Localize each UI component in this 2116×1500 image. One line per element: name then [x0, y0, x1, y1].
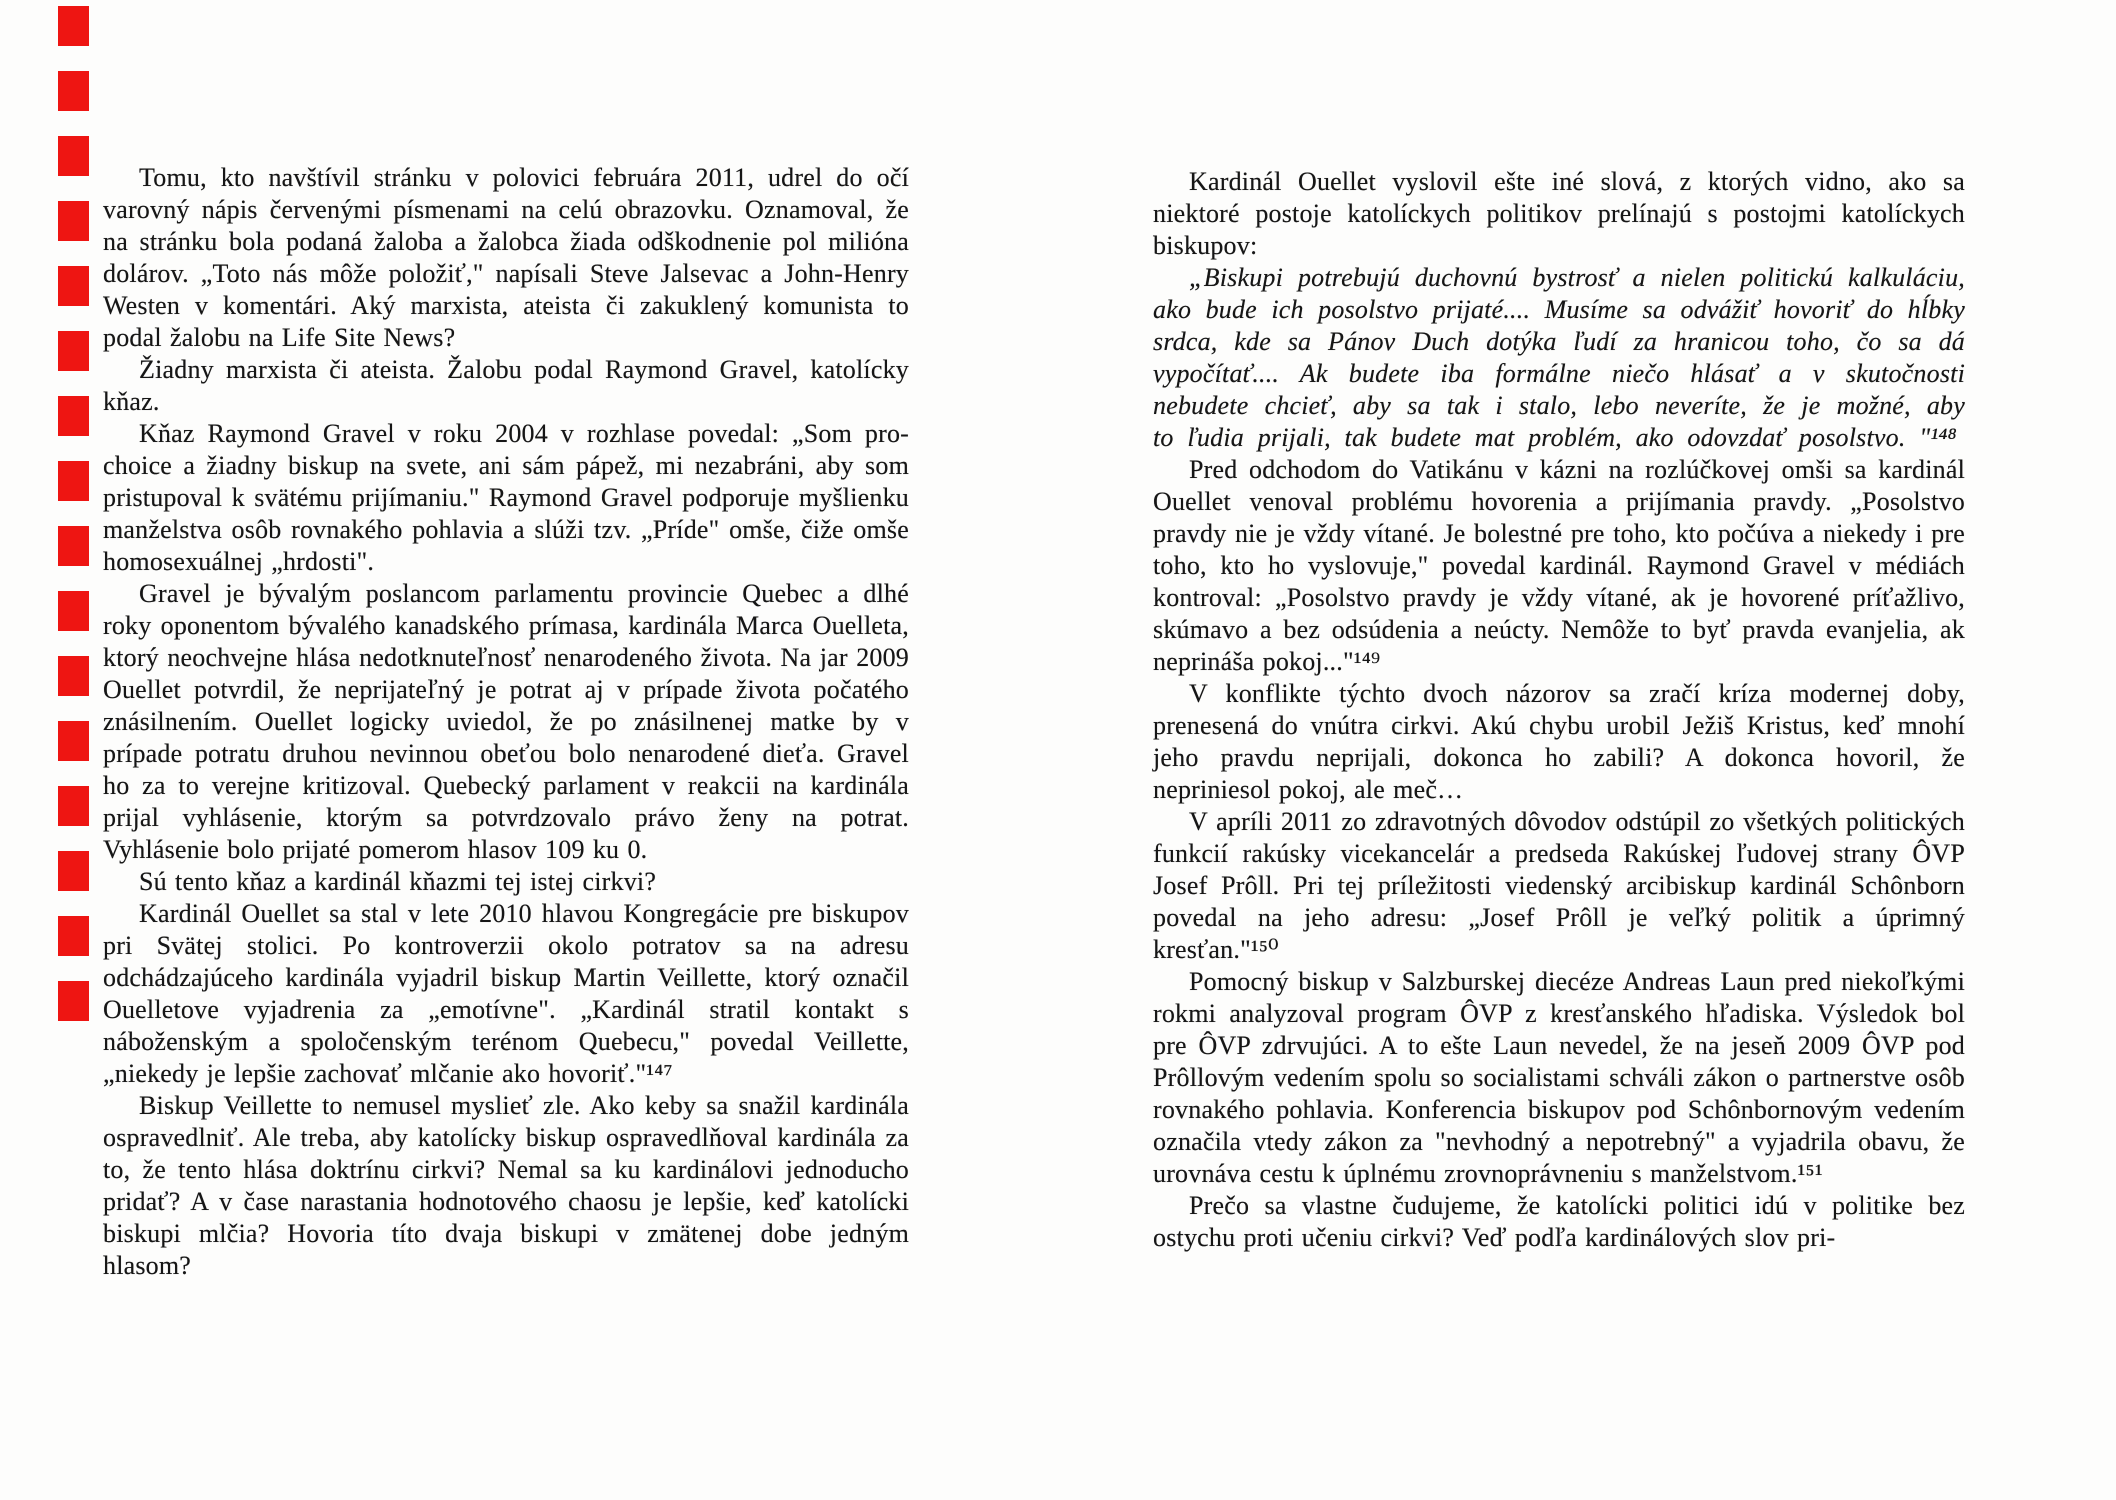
quote-paragraph: „Biskupi potrebujú duchovnú bystrosť a nielen politickú kalkuláciu, ako bude ich posolstvo prijaté.... Musíme sa odvážiť hovoriť do hĺbky srdca, kde sa Pánov Duch dotýka ľudí za hranicou toho, čo sa dá vypočítať.... Ak budete iba formálne niečo hlásať a v skutočnosti nebudete chcieť, aby sa tak i stalo, lebo neveríte, že je možné, aby to ľudia prijali, tak budete mat problém, ako odovzdať posolstvo. "¹⁴⁸ — [1153, 263, 1965, 452]
right-page — [1153, 166, 1965, 1254]
paragraph: Kardinál Ouellet sa stal v lete 2010 hlavou Kongregácie pre biskupov pri Svätej stolici. Po kontroverzii okolo potratov sa na adresu odchádzajúceho kardinála vyjadril biskup Martin Veillette, ktorý označil Ouelletove vyjadrenia za „emotívne". „Kardinál stratil kontakt s náboženským a spoločenským terénom Quebecu," povedal Veillette, „niekedy je lepšie zachovať mlčanie ako hovoriť."¹⁴⁷ — [103, 899, 909, 1088]
paragraph: Tomu, kto navštívil stránku v polovici februára 2011, udrel do očí varovný nápis červenými písmenami na celú obrazovku. Oznamoval, že na stránku bola podaná žaloba a žalobca žiada odškodnenie pol milióna dolárov. „Toto nás môže položiť," napísali Steve Jalsevac a John-Henry Westen v komentári. Aký marxista, ateista či zakuklený komunista to podal žalobu na Life Site News? — [103, 163, 909, 352]
left-page — [103, 162, 909, 1282]
paragraph: Gravel je bývalým poslancom parlamentu provincie Quebec a dlhé roky oponentom bývalého kanadského prímasa, kardinála Marca Ouelleta, ktorý neochvejne hlása nedotknuteľnosť nenarodeného života. Na jar 2009 Ouellet potvrdil, že neprijateľný je potrat aj v prípade života počatého znásilnením. Ouellet logicky uviedol, že po znásilnenej matke by v prípade potratu druhou nevinnou obeťou bolo nenarodené dieťa. Gravel ho za to verejne kritizoval. Quebecký parlament v reakcii na kardinála prijal vyhlásenie, ktorým sa potvrdzovalo právo ženy na potrat. Vyhlásenie bolo prijaté pomerom hlasov 109 ku 0. — [103, 579, 909, 864]
red-mark — [58, 786, 89, 826]
paragraph: Biskup Veillette to nemusel myslieť zle. Ako keby sa snažil kardinála ospravedlniť. Ale treba, aby katolícky biskup ospravedlňoval kardinála za to, že tento hlása doktrínu cirkvi? Nemal sa ku kardinálovi jednoducho pridať? A v čase narastania hodnotového chaosu je lepšie, keď katolícki biskupi mlčia? Hovoria títo dvaja biskupi v zmätenej dobe jedným hlasom? — [103, 1091, 909, 1280]
red-mark — [58, 916, 89, 956]
paragraph: Sú tento kňaz a kardinál kňazmi tej istej cirkvi? — [139, 867, 657, 896]
red-mark — [58, 851, 89, 891]
red-mark — [58, 266, 89, 306]
paragraph: V apríli 2011 zo zdravotných dôvodov odstúpil zo všetkých politických funkcií rakúsky vicekancelár a predseda Rakúskej ľudovej strany ÔVP Josef Prôll. Pri tej príležitosti viedenský arcibiskup kardinál Schônborn povedal na jeho adresu: „Josef Prôll je veľký politik a úprimný kresťan."¹⁵⁰ — [1153, 807, 1965, 964]
red-mark — [58, 331, 89, 371]
paragraph: V konflikte týchto dvoch názorov sa zračí kríza modernej doby, prenesená do vnútra cirkvi. Akú chybu urobil Ježiš Kristus, keď mnohí jeho pravdu neprijali, dokonca ho zabili? A dokonca hovoril, že nepriniesol pokoj, ale meč… — [1153, 679, 1965, 804]
red-mark — [58, 136, 89, 176]
red-mark — [58, 981, 89, 1021]
paragraph: Pomocný biskup v Salzburskej diecéze Andreas Laun pred niekoľkými rokmi analyzoval program ÔVP z kresťanského hľadiska. Výsledok bol pre ÔVP zdrvujúci. A to ešte Laun nevedel, že na jeseň 2009 ÔVP pod Prôllovým vedením spolu so socialistami schváli zákon o partnerstve osôb rovnakého pohlavia. Konferencia biskupov pod Schônbornovým vedením označila vtedy zákon za "nevhodný a nepotrebný" a vyjadrila obavu, že urovnáva cestu k úplnému zrovnoprávneniu s manželstvom.¹⁵¹ — [1153, 967, 1965, 1188]
red-mark — [58, 71, 89, 111]
red-mark — [58, 396, 89, 436]
red-mark — [58, 201, 89, 241]
red-mark — [58, 461, 89, 501]
paragraph: Kňaz Raymond Gravel v roku 2004 v rozhlase povedal: „Som pro-choice a žiadny biskup na svete, ani sám pápež, mi nezabráni, aby som pristupoval k svätému prijímaniu." Raymond Gravel podporuje myšlienku manželstva osôb rovnakého pohlavia a slúži tzv. „Príde" omše, čiže omše homosexuálnej „hrdosti". — [103, 419, 909, 576]
red-marks — [58, 0, 89, 1100]
paragraph: Kardinál Ouellet vyslovil ešte iné slová, z ktorých vidno, ako sa niektoré postoje katolíckych politikov prelínajú s postojmi katolíckych biskupov: — [1153, 167, 1965, 260]
paragraph: Žiadny marxista či ateista. Žalobu podal Raymond Gravel, katolícky kňaz. — [103, 355, 909, 416]
red-mark — [58, 526, 89, 566]
red-mark — [58, 721, 89, 761]
paragraph: Pred odchodom do Vatikánu v kázni na rozlúčkovej omši sa kardinál Ouellet venoval problému hovorenia a prijímania pravdy. „Posolstvo pravdy nie je vždy vítané. Je bolestné pre toho, kto počúva a niekedy i pre toho, kto ho vyslovuje," povedal kardinál. Raymond Gravel v médiách kontroval: „Posolstvo pravdy je vždy vítané, ak je hovorené príťažlivo, skúmavo a bez odsúdenia a neúcty. Nemôže to byť pravda evanjelia, ak neprináša pokoj..."¹⁴⁹ — [1153, 455, 1965, 676]
red-mark — [58, 591, 89, 631]
red-mark — [58, 656, 89, 696]
paragraph: Prečo sa vlastne čudujeme, že katolícki politici idú v politike bez ostychu proti učeniu cirkvi? Veď podľa kardinálových slov pri- — [1153, 1191, 1965, 1252]
red-mark — [58, 6, 89, 46]
